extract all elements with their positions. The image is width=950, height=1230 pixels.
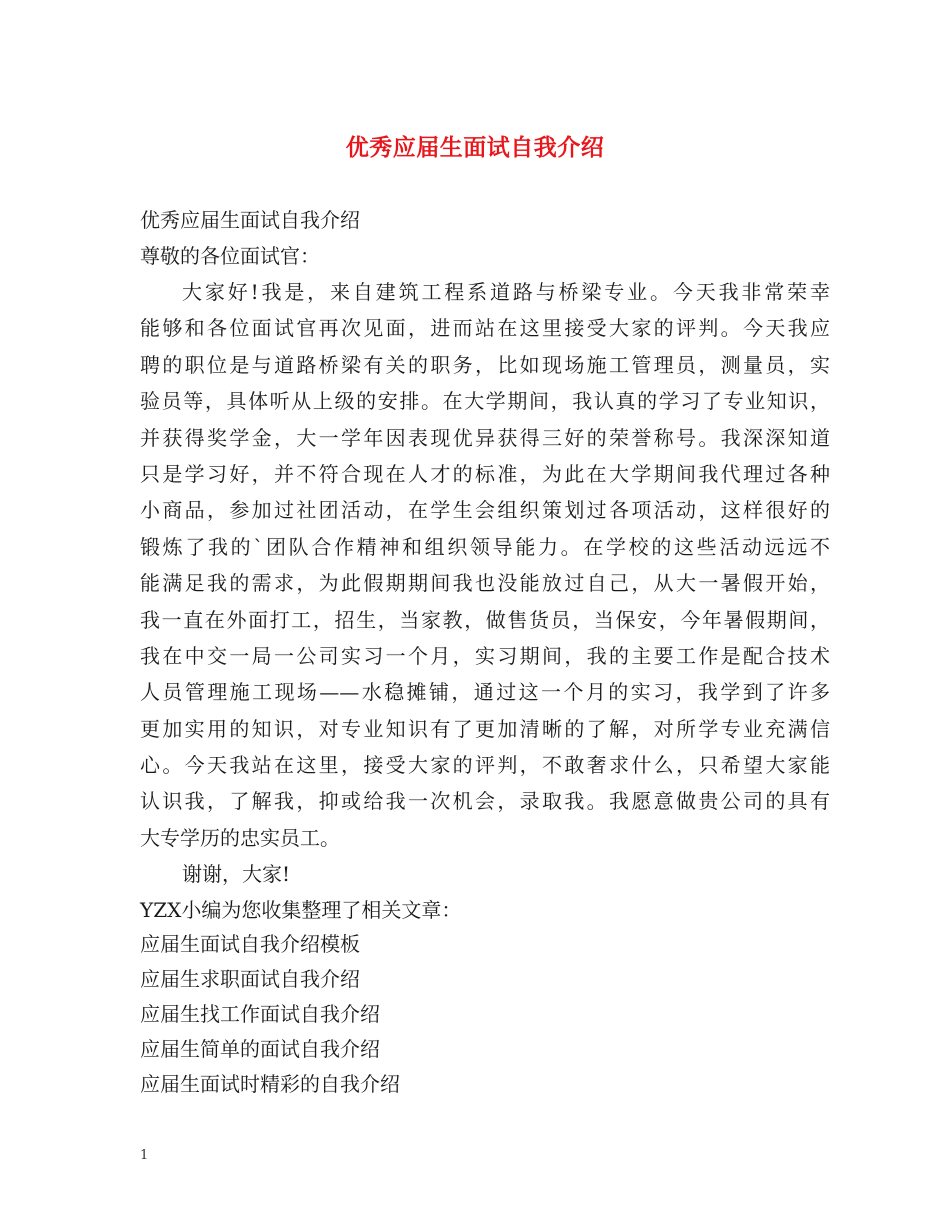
body-paragraph xyxy=(140,274,830,856)
body-line: 能够和各位面试官再次见面，进而站在这里接受大家的评判。今天我应 xyxy=(140,316,830,341)
body-line: 验员等，具体听从上级的安排。在大学期间，我认真的学习了专业知识， xyxy=(140,389,830,414)
body-line: 能满足我的需求，为此假期期间我也没能放过自己，从大一暑假开始， xyxy=(140,571,830,596)
body-line: 锻炼了我的`团队合作精神和组织领导能力。在学校的这些活动远远不 xyxy=(140,534,830,559)
body-line: 只是学习好，并不符合现在人才的标准，为此在大学期间我代理过各种 xyxy=(140,461,830,486)
body-line: 我在中交一局一公司实习一个月，实习期间，我的主要工作是配合技术 xyxy=(140,643,830,668)
body-line: 更加实用的知识，对专业知识有了更加清晰的了解，对所学专业充满信 xyxy=(140,716,830,741)
related-intro: YZX小编为您收集整理了相关文章： xyxy=(140,898,462,922)
closing-line: 谢谢，大家! xyxy=(182,862,291,886)
body-line: 认识我，了解我，抑或给我一次机会，录取我。我愿意做贵公司的具有 xyxy=(140,789,830,814)
body-line: 心。今天我站在这里，接受大家的评判，不敢奢求什么，只希望大家能 xyxy=(140,753,830,778)
body-line: 大家好!我是，来自建筑工程系道路与桥梁专业。今天我非常荣幸 xyxy=(182,280,830,304)
salutation: 尊敬的各位面试官： xyxy=(140,244,320,268)
body-line: 我一直在外面打工，招生，当家教，做售货员，当保安，今年暑假期间， xyxy=(140,607,830,632)
body-line: 并获得奖学金，大一学年因表现优异获得三好的荣誉称号。我深深知道 xyxy=(140,425,830,450)
document-title: 优秀应届生面试自我介绍 xyxy=(345,134,605,161)
body-line: 聘的职位是与道路桥梁有关的职务，比如现场施工管理员，测量员，实 xyxy=(140,352,830,377)
related-article-link[interactable]: 应届生简单的面试自我介绍 xyxy=(140,1037,380,1061)
related-article-link[interactable]: 应届生面试时精彩的自我介绍 xyxy=(140,1072,400,1096)
page-number: 1 xyxy=(140,1148,149,1163)
body-line: 人员管理施工现场——水稳摊铺，通过这一个月的实习，我学到了许多 xyxy=(140,680,830,705)
heading-line: 优秀应届生面试自我介绍 xyxy=(140,208,360,232)
body-line: 小商品，参加过社团活动，在学生会组织策划过各项活动，这样很好的 xyxy=(140,498,830,523)
related-article-link[interactable]: 应届生面试自我介绍模板 xyxy=(140,932,360,956)
related-article-link[interactable]: 应届生求职面试自我介绍 xyxy=(140,967,360,991)
related-article-link[interactable]: 应届生找工作面试自我介绍 xyxy=(140,1002,380,1026)
body-line: 大专学历的忠实员工。 xyxy=(140,825,340,850)
